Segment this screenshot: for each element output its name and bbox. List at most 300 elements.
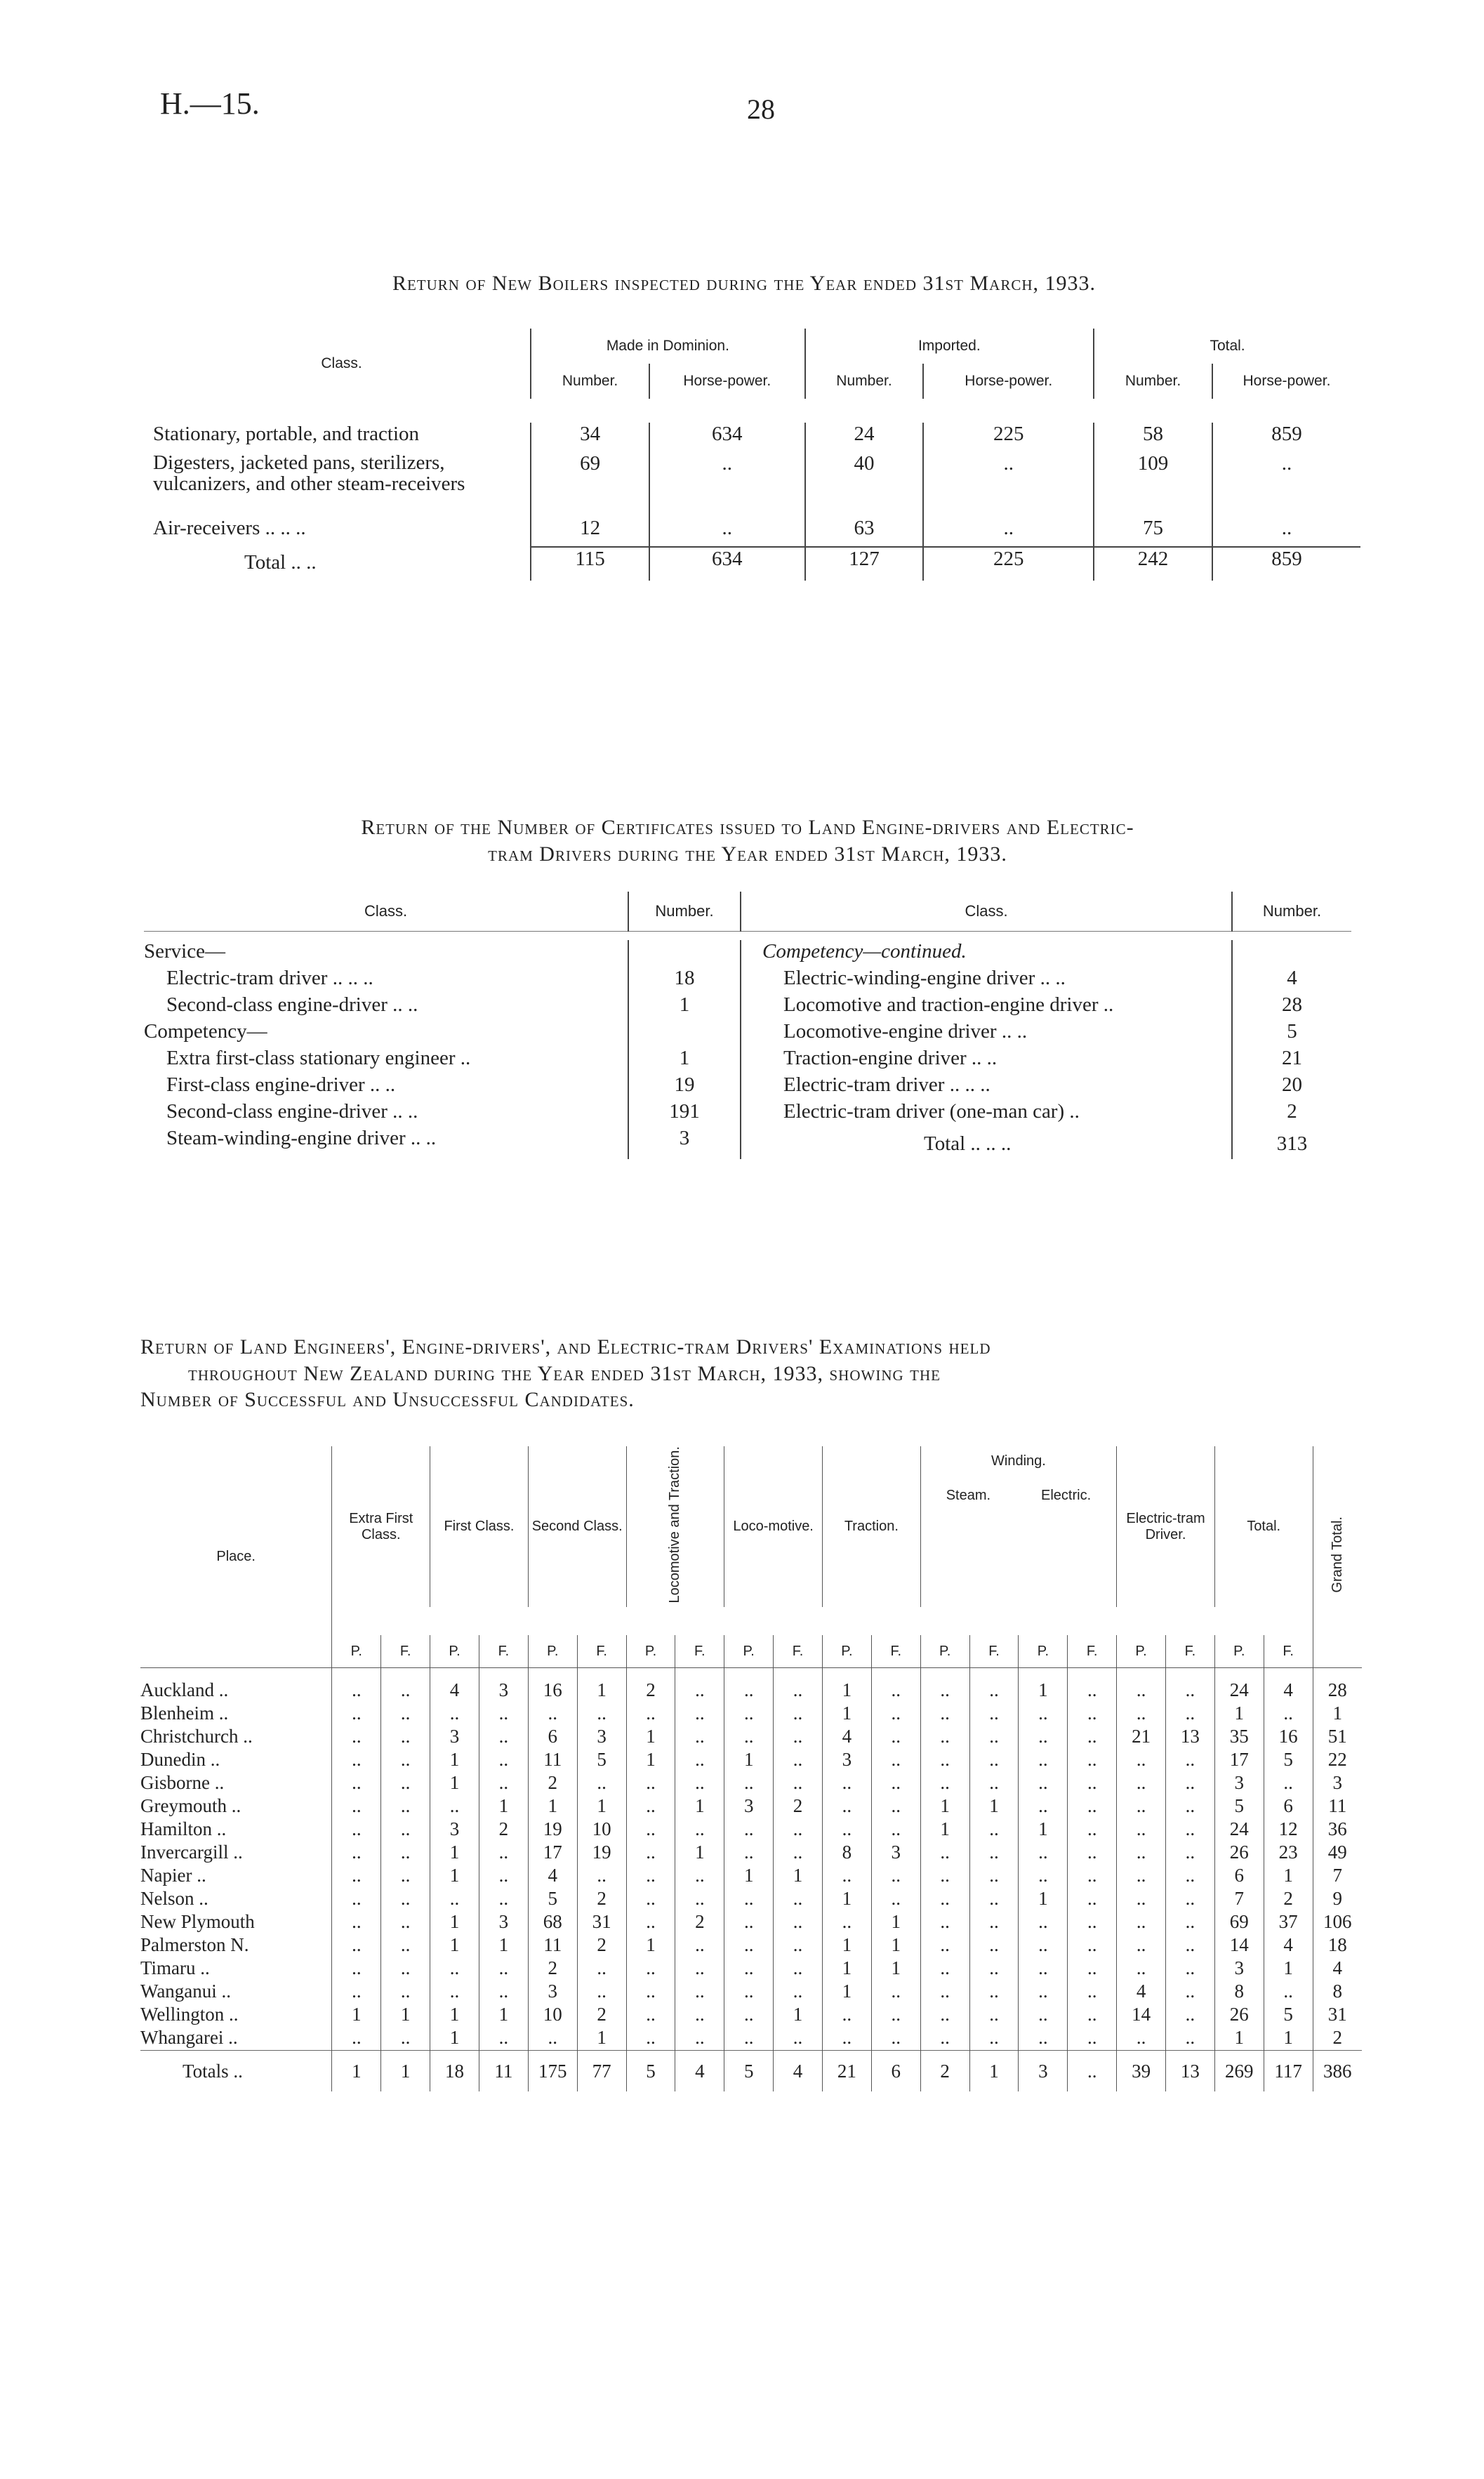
cell: .. [479, 1888, 528, 1911]
cell: .. [675, 1667, 724, 1703]
cell: .. [1068, 1865, 1117, 1888]
cell: .. [332, 1726, 381, 1749]
cell: .. [1166, 1934, 1215, 1957]
cell: 1 [430, 2027, 479, 2051]
cell: .. [479, 1726, 528, 1749]
cell: .. [920, 1842, 969, 1865]
table-row [140, 1934, 1362, 1957]
winding-label: Winding. [991, 1453, 1046, 1469]
cell: 2 [1313, 2027, 1362, 2051]
cell: .. [774, 1934, 823, 1957]
cell: 1 [430, 1934, 479, 1957]
cell: .. [1068, 1888, 1117, 1911]
place-name: Dunedin .. [140, 1749, 220, 1771]
cell: 1 [626, 1726, 675, 1749]
cell: .. [430, 1795, 479, 1818]
cell: .. [920, 2004, 969, 2027]
cell: 8 [1313, 1981, 1362, 2004]
cell: 31 [1313, 2004, 1362, 2027]
cell: .. [920, 1934, 969, 1957]
table-row [144, 1047, 1351, 1073]
cell: .. [479, 1703, 528, 1726]
cell: .. [920, 1957, 969, 1981]
boilers-class-header: Class. [321, 355, 362, 371]
cell: 2 [479, 1818, 528, 1842]
cell: .. [332, 1667, 381, 1703]
cell: 19 [528, 1818, 577, 1842]
cert-value [1232, 940, 1351, 967]
cell: .. [381, 1981, 430, 2004]
cell: .. [1117, 1703, 1166, 1726]
made-in-dominion-header: Made in Dominion. [531, 329, 804, 364]
cell: 3 [724, 1795, 774, 1818]
cell: 4 [1117, 1981, 1166, 2004]
cell: 5 [577, 1749, 626, 1772]
cert-label: Locomotive and traction-engine driver .. [741, 993, 1232, 1020]
cert-label: First-class engine-driver .. .. [166, 1073, 396, 1096]
place-name: Whangarei .. [140, 2027, 238, 2049]
cell: .. [920, 1667, 969, 1703]
cell: 3 [871, 1842, 920, 1865]
cell: 16 [1264, 1726, 1313, 1749]
cell: .. [724, 1772, 774, 1795]
cell: 3 [1214, 1772, 1264, 1795]
left-class-header: Class. [144, 892, 628, 932]
cell: 1 [430, 2004, 479, 2027]
total-header: Total. [1214, 1446, 1313, 1607]
cert-label: Competency—continued. [741, 940, 1232, 967]
cell: 1 [577, 1667, 626, 1703]
cell: .. [822, 1772, 871, 1795]
cert-value: 1 [628, 993, 741, 1020]
cell: .. [675, 1934, 724, 1957]
cell: 4 [528, 1865, 577, 1888]
cert-value: 20 [1232, 1073, 1351, 1100]
cell: .. [649, 452, 805, 517]
cell: 69 [531, 452, 649, 517]
cell: .. [577, 1772, 626, 1795]
cell: .. [920, 1911, 969, 1934]
total-header: Total. [1094, 329, 1360, 364]
cell: .. [1068, 1934, 1117, 1957]
cell: 12 [531, 517, 649, 547]
cell: 1 [1019, 1888, 1068, 1911]
cell: 2 [528, 1957, 577, 1981]
traction-header: Traction. [822, 1446, 920, 1607]
cell: .. [1166, 1772, 1215, 1795]
cell: 21 [822, 2051, 871, 2092]
passed-header: P. [920, 1635, 969, 1667]
cell: .. [626, 1888, 675, 1911]
place-name: Palmerston N. [140, 1934, 249, 1956]
class-label: Digesters, jacketed pans, sterilizers, vulcanizers, and other steam-receivers [153, 451, 465, 496]
cell: .. [871, 1981, 920, 2004]
cell: .. [430, 1703, 479, 1726]
cell: 1 [1264, 2027, 1313, 2051]
imported-header: Imported. [805, 329, 1094, 364]
cell: .. [626, 1865, 675, 1888]
cell: 1 [577, 2027, 626, 2051]
cell: .. [724, 1981, 774, 2004]
cell: 1 [724, 1865, 774, 1888]
cell: 4 [675, 2051, 724, 2092]
cell: 26 [1214, 1842, 1264, 1865]
cell: .. [479, 1957, 528, 1981]
right-number-header: Number. [1232, 892, 1351, 932]
cell: .. [332, 1749, 381, 1772]
cell: 5 [1264, 1749, 1313, 1772]
cell: 58 [1094, 423, 1212, 452]
cell: .. [1117, 1911, 1166, 1934]
cell: .. [675, 1818, 724, 1842]
cell: .. [381, 1818, 430, 1842]
table-row [140, 1957, 1362, 1981]
cell: 5 [724, 2051, 774, 2092]
cell: .. [332, 1795, 381, 1818]
cell: .. [969, 1667, 1019, 1703]
cell: .. [626, 1981, 675, 2004]
exams-title-line-1: Return of Land Engineers', Engine-drivers', and Electric-tram Drivers' Examinations held [140, 1335, 991, 1359]
cell: .. [675, 1957, 724, 1981]
table-row [140, 2004, 1362, 2027]
extra-first-class-header: Extra First Class. [332, 1446, 430, 1607]
cell: .. [1117, 2027, 1166, 2051]
cell: .. [871, 1888, 920, 1911]
cell: 1 [528, 1795, 577, 1818]
cell: 1 [871, 1957, 920, 1981]
boilers-title: Return of New Boilers inspected during the Year ended 31st March, 1933. [392, 272, 1097, 295]
cell: 1 [626, 1934, 675, 1957]
cell: 28 [1313, 1667, 1362, 1703]
passed-header: P. [1019, 1635, 1068, 1667]
cell: .. [381, 1911, 430, 1934]
table-row [140, 1667, 1362, 1703]
cert-value: 19 [628, 1073, 741, 1100]
cell: .. [1264, 1703, 1313, 1726]
total-hp-header: Horse-power. [1212, 364, 1360, 399]
made-number-header: Number. [531, 364, 649, 399]
place-name: Gisborne .. [140, 1772, 225, 1794]
table-row [144, 1073, 1351, 1100]
cell: 2 [675, 1911, 724, 1934]
cell: 1 [479, 1795, 528, 1818]
cell: .. [969, 2004, 1019, 2027]
cell: 4 [1264, 1667, 1313, 1703]
cell: 16 [528, 1667, 577, 1703]
cell: 7 [1214, 1888, 1264, 1911]
cell: .. [675, 1749, 724, 1772]
table-row [140, 1703, 1362, 1726]
cell: .. [626, 1911, 675, 1934]
cell: .. [1212, 452, 1360, 517]
cell: 2 [626, 1667, 675, 1703]
cell: 24 [1214, 1667, 1264, 1703]
cell: .. [1166, 2004, 1215, 2027]
table-row [140, 1888, 1362, 1911]
cell: 1 [381, 2004, 430, 2027]
cell: .. [1068, 1981, 1117, 2004]
locomotive-header: Loco-motive. [724, 1446, 823, 1607]
cell: 11 [479, 2051, 528, 2092]
cell: 1 [724, 1749, 774, 1772]
cell: .. [332, 1818, 381, 1842]
imported-number-header: Number. [805, 364, 924, 399]
cell: .. [381, 1772, 430, 1795]
cell: .. [969, 1934, 1019, 1957]
cell: .. [774, 1842, 823, 1865]
cell: .. [724, 1818, 774, 1842]
cell: 1 [479, 1934, 528, 1957]
cell: .. [920, 1726, 969, 1749]
failed-header: F. [1166, 1635, 1215, 1667]
cell: 5 [1214, 1795, 1264, 1818]
cell: .. [774, 2027, 823, 2051]
cell: .. [1068, 1842, 1117, 1865]
cell: .. [479, 2027, 528, 2051]
cell: 2 [577, 1934, 626, 1957]
cell: .. [1019, 1726, 1068, 1749]
cell: .. [1117, 1888, 1166, 1911]
cell: .. [479, 1865, 528, 1888]
cell: .. [1019, 1957, 1068, 1981]
failed-header: F. [577, 1635, 626, 1667]
certs-title-line-2: tram Drivers during the Year ended 31st March, 1933. [488, 842, 1007, 866]
cell: .. [479, 1842, 528, 1865]
failed-header: F. [1264, 1635, 1313, 1667]
cert-value: 2 [1232, 1100, 1351, 1127]
cell: .. [969, 1981, 1019, 2004]
cell: 1 [822, 1703, 871, 1726]
cell: .. [1068, 2027, 1117, 2051]
cell: .. [1166, 1667, 1215, 1703]
exams-title [140, 1334, 1355, 1413]
cell: .. [923, 452, 1094, 517]
cell: .. [1019, 1749, 1068, 1772]
cell: 17 [528, 1842, 577, 1865]
passed-header: P. [822, 1635, 871, 1667]
cell: .. [381, 1726, 430, 1749]
certs-title [140, 814, 1355, 867]
cell: .. [774, 1888, 823, 1911]
cell: .. [1117, 1795, 1166, 1818]
cell: .. [649, 517, 805, 547]
cell: .. [479, 1772, 528, 1795]
made-hp-header: Horse-power. [649, 364, 805, 399]
cell: 1 [332, 2004, 381, 2027]
cell: .. [1166, 1703, 1215, 1726]
cell: .. [381, 1795, 430, 1818]
cell: 37 [1264, 1911, 1313, 1934]
failed-header: F. [774, 1635, 823, 1667]
cell: 4 [430, 1667, 479, 1703]
cell: .. [822, 2027, 871, 2051]
cell: .. [774, 1818, 823, 1842]
grand-total-header [1313, 1446, 1362, 1667]
place-name: Auckland .. [140, 1679, 229, 1700]
cell: 106 [1313, 1911, 1362, 1934]
total-row [153, 547, 1360, 581]
cell: 175 [528, 2051, 577, 2092]
cell: 63 [805, 517, 924, 547]
cell: .. [724, 1703, 774, 1726]
table-row [140, 1865, 1362, 1888]
cell: .. [381, 1888, 430, 1911]
cell: .. [430, 1957, 479, 1981]
passed-header: P. [332, 1635, 381, 1667]
cell: 859 [1212, 547, 1360, 581]
cell: .. [969, 1749, 1019, 1772]
place-name: Greymouth .. [140, 1795, 241, 1817]
cell: 39 [1117, 2051, 1166, 2092]
cell: 109 [1094, 452, 1212, 517]
exams-title-line-3: Number of Successful and Unsuccessful Candidates. [140, 1388, 635, 1411]
grand-total-label: Grand Total. [1329, 1516, 1345, 1593]
table-row [153, 452, 1360, 517]
cell: .. [675, 2004, 724, 2027]
cell: 1 [577, 1795, 626, 1818]
cell: 3 [822, 1749, 871, 1772]
cell: .. [1019, 1865, 1068, 1888]
passed-header: P. [528, 1635, 577, 1667]
cell: .. [1019, 2027, 1068, 2051]
cell: .. [969, 1818, 1019, 1842]
cell: 9 [1313, 1888, 1362, 1911]
cell: 1 [920, 1818, 969, 1842]
cell: 3 [479, 1667, 528, 1703]
cell: .. [774, 1911, 823, 1934]
cell: .. [1068, 1795, 1117, 1818]
cell: .. [528, 2027, 577, 2051]
cell: .. [969, 1888, 1019, 1911]
cell: .. [577, 1703, 626, 1726]
cell: .. [430, 1981, 479, 2004]
cell: 3 [430, 1726, 479, 1749]
place-name: Timaru .. [140, 1957, 210, 1979]
cell: .. [969, 1911, 1019, 1934]
cell: 2 [920, 2051, 969, 2092]
cert-value: 5 [1232, 1020, 1351, 1047]
cell: 1 [430, 1911, 479, 1934]
cell: 117 [1264, 2051, 1313, 2092]
cell: .. [871, 2027, 920, 2051]
place-name: Christchurch .. [140, 1726, 253, 1747]
cell: 1 [822, 1888, 871, 1911]
cell: 49 [1313, 1842, 1362, 1865]
table-row [140, 1981, 1362, 2004]
cell: .. [1068, 1703, 1117, 1726]
cell: .. [1117, 1818, 1166, 1842]
cell: 3 [479, 1911, 528, 1934]
locomotive-traction-label: Locomotive and Traction. [667, 1446, 683, 1604]
cell: 3 [1313, 1772, 1362, 1795]
cell: .. [920, 2027, 969, 2051]
cell: .. [577, 1981, 626, 2004]
cert-label: Steam-winding-engine driver .. .. [166, 1127, 437, 1149]
cell: .. [1068, 1911, 1117, 1934]
table-row [140, 1911, 1362, 1934]
cert-label: Electric-winding-engine driver .. .. [741, 967, 1232, 993]
cell: .. [381, 2027, 430, 2051]
cell: 19 [577, 1842, 626, 1865]
cell: .. [871, 1795, 920, 1818]
cell: 4 [822, 1726, 871, 1749]
cell: 22 [1313, 1749, 1362, 1772]
cell: .. [479, 1981, 528, 2004]
cell: 11 [1313, 1795, 1362, 1818]
cell: 7 [1313, 1865, 1362, 1888]
cell: .. [920, 1888, 969, 1911]
cell: .. [1212, 517, 1360, 547]
passed-header: P. [1214, 1635, 1264, 1667]
cell: .. [822, 1795, 871, 1818]
cell: .. [920, 1772, 969, 1795]
cell: .. [675, 1888, 724, 1911]
cell: 1 [774, 1865, 823, 1888]
cell: 1 [1019, 1667, 1068, 1703]
cell: .. [1019, 2004, 1068, 2027]
cell: .. [1068, 1667, 1117, 1703]
cell: .. [332, 1772, 381, 1795]
cell: .. [724, 1726, 774, 1749]
cell: 35 [1214, 1726, 1264, 1749]
cell: .. [871, 1667, 920, 1703]
page-number: 28 [747, 93, 775, 125]
cell: 1 [822, 1934, 871, 1957]
cell: .. [1117, 1957, 1166, 1981]
cell: .. [822, 1818, 871, 1842]
cell: .. [1019, 1795, 1068, 1818]
passed-header: P. [430, 1635, 479, 1667]
cell: .. [430, 1888, 479, 1911]
cell: .. [577, 1957, 626, 1981]
cell: .. [675, 1772, 724, 1795]
cell: 2 [577, 1888, 626, 1911]
electric-header: Electric. [1041, 1488, 1092, 1503]
passed-header: P. [724, 1635, 774, 1667]
cell: 1 [1214, 1703, 1264, 1726]
place-name: Napier .. [140, 1865, 206, 1886]
cell: .. [1166, 1865, 1215, 1888]
cell: .. [577, 1865, 626, 1888]
cell: 1 [969, 2051, 1019, 2092]
cell: .. [969, 1726, 1019, 1749]
table-row [153, 423, 1360, 452]
cell: .. [774, 1667, 823, 1703]
cert-value [628, 1020, 741, 1047]
cell: .. [332, 2027, 381, 2051]
cell: .. [1166, 1749, 1215, 1772]
cell: .. [528, 1703, 577, 1726]
cell: .. [774, 1981, 823, 2004]
certificates-table [144, 892, 1351, 1159]
report-code: H.—15. [160, 86, 260, 121]
table-row [140, 1726, 1362, 1749]
cell: 1 [774, 2004, 823, 2027]
cell: .. [724, 2027, 774, 2051]
table-row [153, 517, 1360, 547]
cell: 8 [822, 1842, 871, 1865]
table-row [144, 993, 1351, 1020]
cert-label: Extra first-class stationary engineer .. [166, 1047, 471, 1069]
cell: 386 [1313, 2051, 1362, 2092]
steam-header: Steam. [946, 1488, 991, 1503]
cell: 1 [1019, 1818, 1068, 1842]
failed-header: F. [1068, 1635, 1117, 1667]
cell: 10 [528, 2004, 577, 2027]
cell: 3 [528, 1981, 577, 2004]
cell: .. [381, 1749, 430, 1772]
cert-value: 3 [628, 1127, 741, 1159]
